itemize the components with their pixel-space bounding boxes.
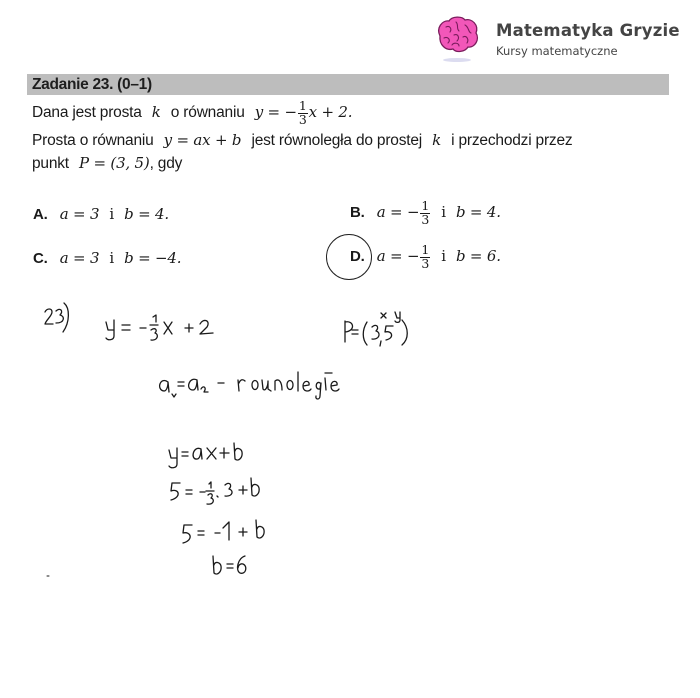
a-value: a = 3 [59,205,100,223]
task-title: Zadanie 23. (0–1) [32,76,152,93]
conjunction: i [441,247,446,266]
text: Prosta o równaniu [32,132,154,149]
hw-step-1 [169,443,242,468]
a-value: a = − [376,203,420,222]
conjunction: i [109,249,115,267]
b-value: b = 4. [455,203,501,222]
text: jest równoległa do prostej [251,132,423,149]
hw-point [345,312,407,346]
b-value: b = 4. [124,205,169,223]
option-letter: B. [350,204,365,222]
b-value: b = −4. [124,249,182,267]
fraction-numerator: 1 [421,242,430,257]
conjunction: i [441,203,446,222]
equation: y = ax + b [163,131,242,149]
var-k: k [151,103,161,122]
text: punkt [32,155,69,172]
text: o równaniu [170,104,245,122]
b-value: b = 6. [455,247,501,266]
fraction-denominator: 3 [421,211,430,227]
a-value: a = − [376,247,420,266]
hw-step-2 [171,478,259,504]
hw-parallel-note [160,372,339,399]
equation-lhs: y = − [254,103,297,122]
option-letter: D. [350,248,365,266]
text: , gdy [149,155,183,172]
fraction-denominator: 3 [421,255,430,271]
equation-rhs: x + 2. [308,103,353,122]
a-value: a = 3 [59,249,100,267]
hw-step-3 [183,520,264,543]
fraction-numerator: 1 [298,98,307,113]
hw-label [45,303,68,332]
fraction-denominator: 3 [298,111,307,127]
hw-line-given [106,315,213,340]
hw-step-4 [213,556,246,574]
fraction-numerator: 1 [421,198,430,213]
var-k: k [432,131,442,149]
text: Dana jest prosta [32,104,142,122]
option-letter: C. [33,250,48,267]
text: i przechodzi przez [451,132,573,149]
option-letter: A. [33,206,48,223]
point: P = (3, 5) [79,154,150,172]
brand-subtitle: Kursy matematyczne [496,44,618,58]
brand-title: Matematyka Gryzie [496,21,680,40]
conjunction: i [109,205,115,223]
